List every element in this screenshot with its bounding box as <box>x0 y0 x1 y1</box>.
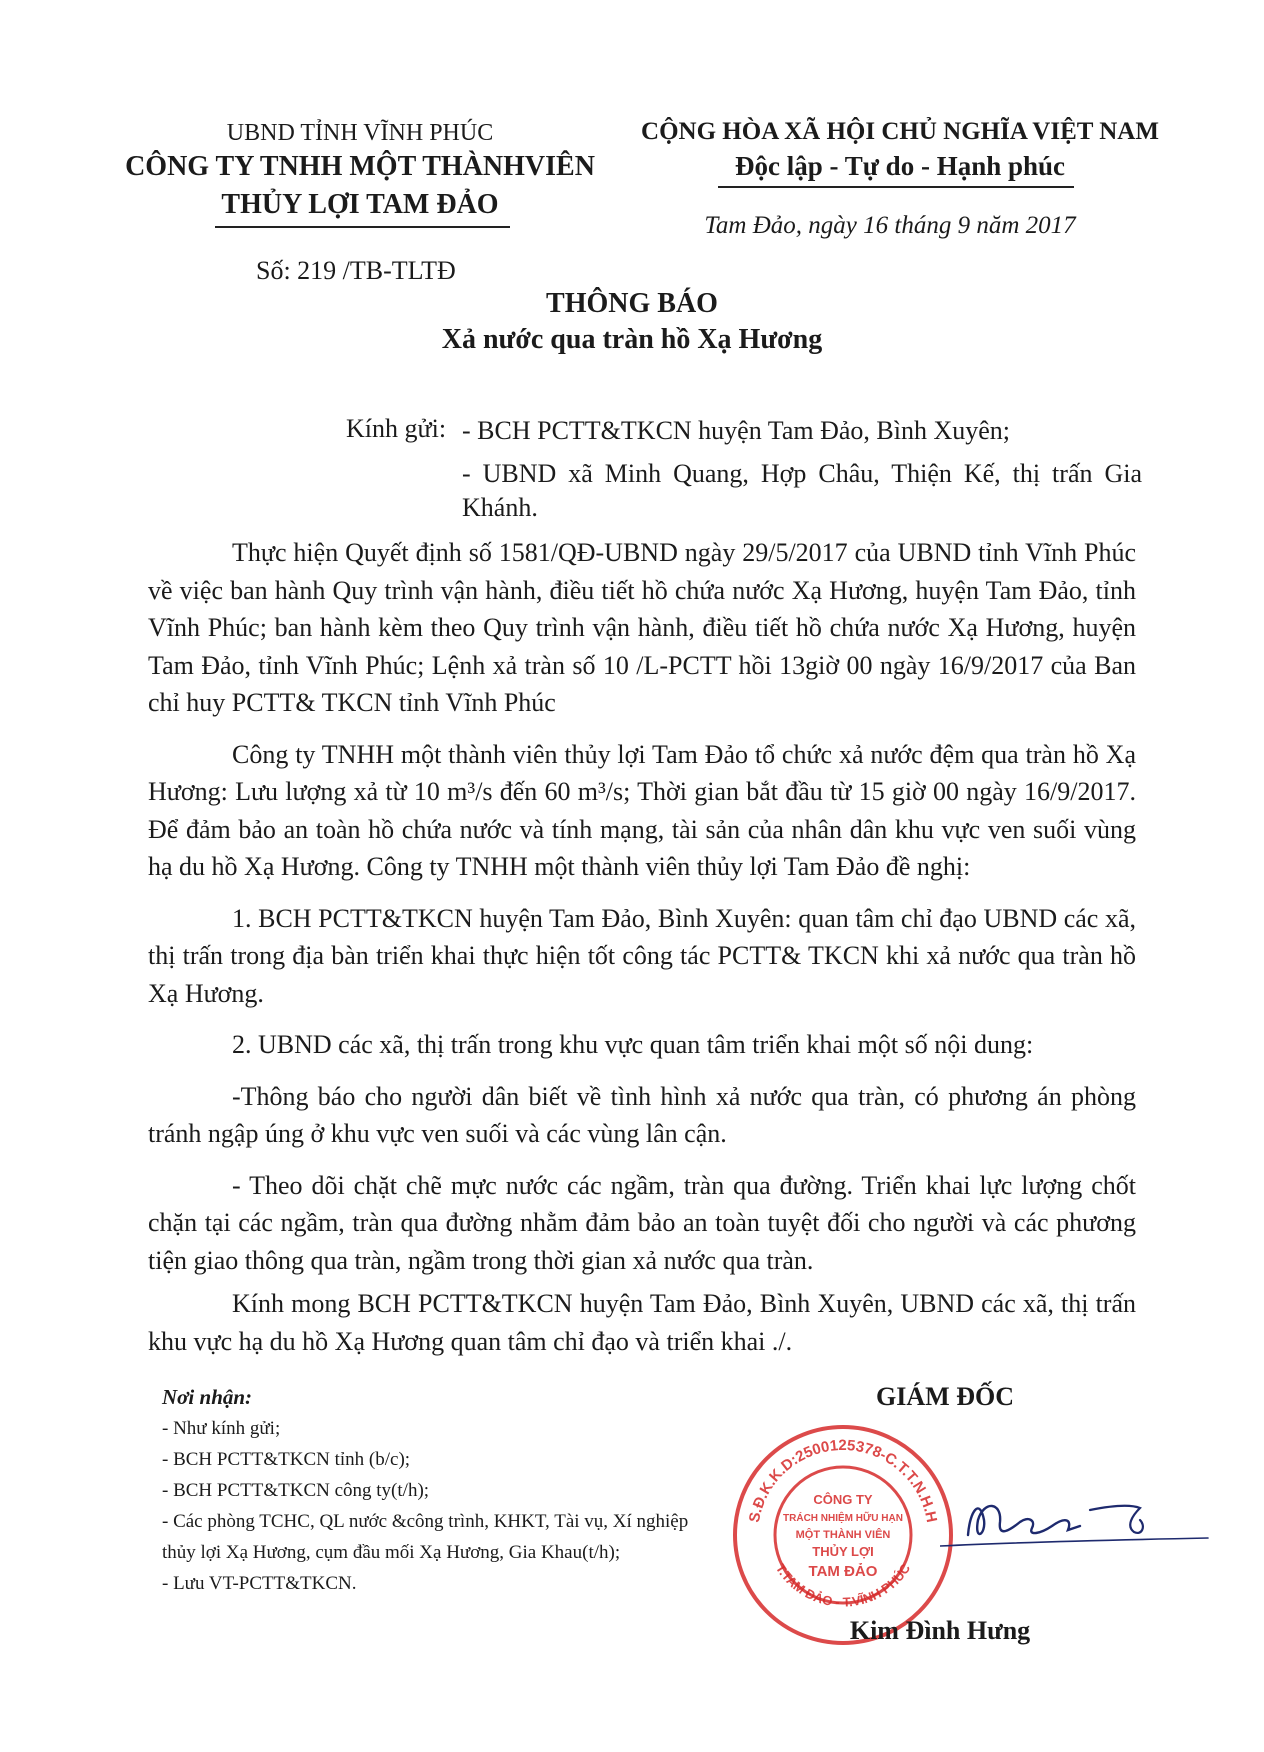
body-paragraph: 2. UBND các xã, thị trấn trong khu vực quan tâm triển khai một số nội dung: <box>232 1030 1034 1059</box>
distribution-heading: Nơi nhận: <box>162 1385 253 1409</box>
national-motto: Độc lập - Tự do - Hạnh phúc <box>734 151 1066 181</box>
distribution-list <box>162 1382 702 1599</box>
document-title-block <box>0 286 1264 358</box>
seal-line: THỦY LỢI <box>812 1544 874 1559</box>
handwritten-signature <box>940 1480 1210 1570</box>
body-paragraph: Công ty TNHH một thành viên thủy lợi Tam Đảo tổ chức xả nước đệm qua tràn hồ Xạ Hương: Lưu lượng xả từ 10 m³/s đến 60 m³/s; Thời gian bắt đầu từ 15 giờ 00 ngày 16/9/2017. Để đảm bảo an toàn hồ chứa nước và tính mạng, tài sản của nhân dân khu vực ven suối vùng hạ du hồ Xạ Hương. Công ty TNHH một thành viên thủy lợi Tam Đảo đề nghị: <box>148 739 1136 881</box>
document-number: Số: 219 /TB-TLTĐ <box>256 256 456 285</box>
seal-line: MỘT THÀNH VIÊN <box>795 1529 891 1541</box>
issuer-company-name-line2: THỦY LỢI TAM ĐẢO <box>221 189 499 220</box>
distribution-item: - Như kính gửi; <box>162 1418 281 1439</box>
body-paragraph: - Theo dõi chặt chẽ mực nước các ngầm, tràn qua đường. Triển khai lực lượng chốt chặn tại các ngầm, tràn qua đường nhằm đảm bảo an toàn tuyệt đối cho người và các phương tiện giao thông qua tràn, ngầm trong thời gian xả nước qua tràn. <box>148 1170 1136 1275</box>
national-header <box>640 116 1160 184</box>
issuer-header <box>100 118 620 224</box>
document-title: THÔNG BÁO <box>546 288 718 319</box>
body-paragraph: Thực hiện Quyết định số 1581/QĐ-UBND ngày 29/5/2017 của UBND tỉnh Vĩnh Phúc về việc ban hành Quy trình vận hành, điều tiết hồ chứa nước Xạ Hương, huyện Tam Đảo, tỉnh Vĩnh Phúc; ban hành kèm theo Quy trình vận hành, điều tiết hồ chứa nước Xạ Hương, huyện Tam Đảo, tỉnh Vĩnh Phúc; Lệnh xả tràn số 10 /L-PCTT hồi 13giờ 00 ngày 16/9/2017 của Ban chỉ huy PCTT& TKCN tỉnh Vĩnh Phúc <box>148 538 1136 717</box>
distribution-item: - BCH PCTT&TKCN tỉnh (b/c); <box>162 1449 411 1470</box>
recipients-list <box>462 414 1142 534</box>
recipient-item: - BCH PCTT&TKCN huyện Tam Đảo, Bình Xuyên; <box>462 416 1011 445</box>
recipients-label: Kính gửi: <box>346 414 447 443</box>
seal-line: CÔNG TY <box>813 1492 873 1507</box>
document-date: Tam Đảo, ngày 16 tháng 9 năm 2017 <box>704 212 1076 239</box>
seal-line: TRÁCH NHIỆM HỮU HẠN <box>783 1513 903 1524</box>
seal-bottom-text: T.TAM ĐẢO - T.VĨNH PHÚC <box>772 1561 914 1610</box>
body-paragraph: Kính mong BCH PCTT&TKCN huyện Tam Đảo, Bình Xuyên, UBND các xã, thị trấn khu vực hạ du hồ Xạ Hương quan tâm chỉ đạo và triển khai ./. <box>148 1289 1136 1356</box>
national-title: CỘNG HÒA XÃ HỘI CHỦ NGHĨA VIỆT NAM <box>641 118 1159 145</box>
issuer-parent-org: UBND TỈNH VĨNH PHÚC <box>226 120 494 146</box>
issuer-underline <box>215 226 510 228</box>
seal-line: TAM ĐẢO <box>808 1563 878 1580</box>
recipient-item: - UBND xã Minh Quang, Hợp Châu, Thiện Kế, thị trấn Gia Khánh. <box>462 459 1142 522</box>
body-paragraph: 1. BCH PCTT&TKCN huyện Tam Đảo, Bình Xuyên: quan tâm chỉ đạo UBND các xã, thị trấn trong địa bàn triển khai thực hiện tốt công tác PCTT& TKCN khi xả nước qua tràn hồ Xạ Hương. <box>148 903 1136 1008</box>
motto-underline <box>718 186 1074 188</box>
distribution-item: - Các phòng TCHC, QL nước &công trình, KHKT, Tài vụ, Xí nghiệp thủy lợi Xạ Hương, cụm đầu mối Xạ Hương, Gia Khau(t/h); <box>162 1511 689 1563</box>
issuer-company-name: CÔNG TY TNHH MỘT THÀNHVIÊN <box>125 151 595 182</box>
seal-ring-text: S.Đ.K.K.D:2500125378-C.T.T.N.H.H <box>745 1436 941 1524</box>
document-subtitle: Xả nước qua tràn hồ Xạ Hương <box>441 324 823 355</box>
distribution-item: - BCH PCTT&TKCN công ty(t/h); <box>162 1480 430 1501</box>
body-paragraph: -Thông báo cho người dân biết về tình hình xả nước qua tràn, có phương án phòng tránh ngập úng ở khu vực ven suối và các vùng lân cận. <box>148 1081 1136 1148</box>
signer-title: GIÁM ĐỐC <box>876 1382 1014 1411</box>
distribution-item: - Lưu VT-PCTT&TKCN. <box>162 1573 357 1594</box>
document-body <box>148 534 1136 1374</box>
signer-name: Kim Đình Hưng <box>849 1616 1031 1645</box>
